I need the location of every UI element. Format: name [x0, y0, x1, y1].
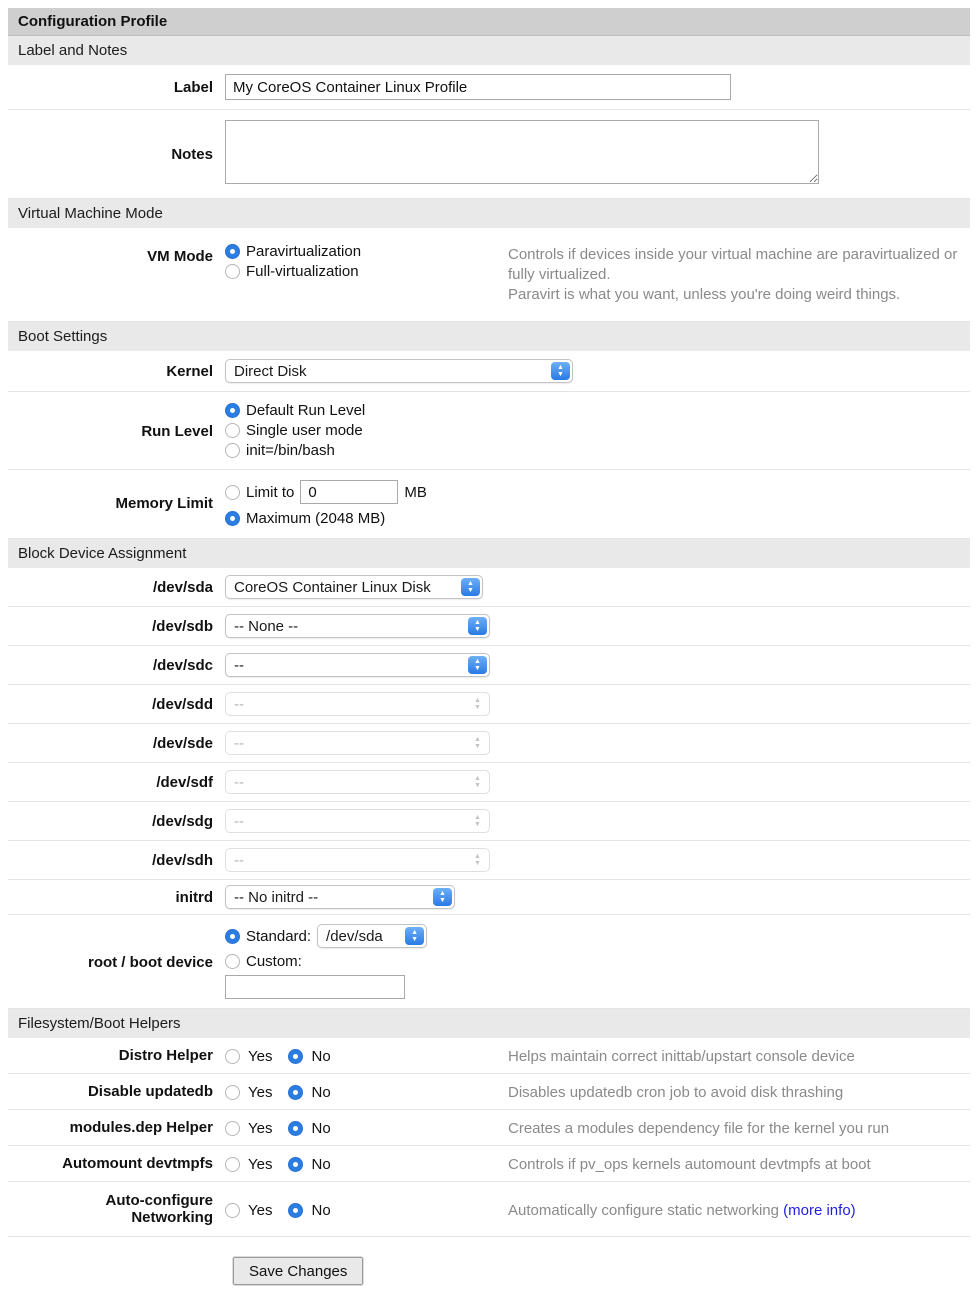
no-label: No [311, 1201, 331, 1219]
block-device-row-sdb [8, 607, 970, 646]
sdh-select-value: -- [234, 851, 244, 869]
sdf-select [225, 770, 490, 794]
vm-mode-label: VM Mode [147, 248, 213, 265]
run-level-option-default[interactable] [225, 401, 970, 420]
radio-init-bash[interactable] [225, 443, 240, 458]
kernel-select[interactable] [225, 359, 573, 383]
radio-standard-root[interactable] [225, 929, 240, 944]
root-boot-device-label: root / boot device [87, 954, 213, 971]
sda-select[interactable] [225, 575, 483, 599]
block-device-row-sde [8, 724, 970, 763]
device-label: /dev/sdh [152, 851, 213, 869]
modules-dep-help: Creates a modules dependency file for the kernel you run [508, 1120, 890, 1137]
radio-devtmpfs-no[interactable] [288, 1157, 303, 1172]
yes-label: Yes [248, 1201, 273, 1219]
section-header-helpers: Filesystem/Boot Helpers [8, 1009, 970, 1038]
auto-configure-networking-label [8, 1192, 225, 1226]
sdg-select [225, 809, 490, 833]
run-level-option-label: Single user mode [246, 422, 363, 439]
block-device-row-sda [8, 568, 970, 607]
memory-limit-input[interactable] [300, 480, 398, 504]
section-header-label-and-notes: Label and Notes [8, 36, 970, 65]
disable-updatedb-help: Disables updatedb cron job to avoid disk thrashing [508, 1084, 844, 1101]
run-level-option-label: Default Run Level [246, 402, 366, 419]
device-label: /dev/sdb [152, 617, 213, 635]
radio-paravirtualization[interactable] [225, 244, 240, 259]
radio-distro-helper-no[interactable] [288, 1049, 303, 1064]
save-button[interactable]: Save Changes [233, 1257, 363, 1285]
radio-single-user-mode[interactable] [225, 423, 240, 438]
vm-mode-option-paravirtualization[interactable] [225, 242, 508, 261]
section-header-block-devices: Block Device Assignment [8, 539, 970, 568]
select-stepper-icon: ▲ ▼ [433, 888, 452, 906]
initrd-select-value: -- No initrd -- [234, 888, 319, 906]
run-level-row [8, 392, 970, 470]
sdb-select-value: -- None -- [234, 617, 299, 635]
section-header-vm-mode: Virtual Machine Mode [8, 199, 970, 228]
sdc-select[interactable] [225, 653, 490, 677]
select-stepper-icon: ▲ ▼ [474, 697, 481, 711]
label-field-label: Label [173, 78, 213, 96]
device-label: /dev/sdf [156, 773, 213, 791]
radio-default-run-level[interactable] [225, 403, 240, 418]
memory-unit-label: MB [404, 483, 427, 501]
auto-configure-networking-label-text: Auto-configure Networking [105, 1192, 213, 1226]
select-stepper-icon: ▲ ▼ [474, 775, 481, 789]
device-label: /dev/sde [152, 734, 213, 752]
networking-help-text: Automatically configure static networking [508, 1201, 779, 1219]
sdc-select-value: -- [234, 656, 244, 674]
automount-devtmpfs-label: Automount devtmpfs [62, 1155, 213, 1172]
device-label: /dev/sdc [152, 656, 213, 674]
standard-root-select-value: /dev/sda [326, 927, 383, 945]
no-label: No [311, 1156, 331, 1173]
kernel-row [8, 351, 970, 392]
radio-distro-helper-yes[interactable] [225, 1049, 240, 1064]
no-label: No [311, 1120, 331, 1137]
helper-row-networking [8, 1182, 970, 1237]
auto-configure-networking-help [508, 1198, 970, 1221]
radio-maximum-memory[interactable] [225, 511, 240, 526]
radio-custom-root[interactable] [225, 954, 240, 969]
save-row [8, 1237, 970, 1307]
run-level-option-label: init=/bin/bash [246, 442, 335, 459]
root-device-option-custom[interactable] [225, 952, 970, 971]
memory-limit-label: Memory Limit [115, 495, 213, 512]
select-stepper-icon: ▲ ▼ [474, 853, 481, 867]
yes-label: Yes [248, 1048, 273, 1065]
sdb-select[interactable] [225, 614, 490, 638]
distro-helper-help: Helps maintain correct inittab/upstart console device [508, 1048, 855, 1065]
select-stepper-icon: ▲ ▼ [405, 927, 424, 945]
radio-modules-dep-no[interactable] [288, 1121, 303, 1136]
root-boot-device-row [8, 915, 970, 1009]
radio-networking-no[interactable] [288, 1203, 303, 1218]
initrd-row [8, 880, 970, 915]
select-stepper-icon: ▲ ▼ [474, 736, 481, 750]
memory-limit-row [8, 470, 970, 539]
radio-modules-dep-yes[interactable] [225, 1121, 240, 1136]
vm-mode-option-full-virtualization[interactable] [225, 262, 508, 281]
sde-select [225, 731, 490, 755]
block-device-row-sdc [8, 646, 970, 685]
yes-label: Yes [248, 1120, 273, 1137]
custom-root-input[interactable] [225, 975, 405, 999]
page-title: Configuration Profile [8, 8, 970, 36]
helper-row-distro [8, 1038, 970, 1074]
automount-devtmpfs-help: Controls if pv_ops kernels automount devtmpfs at boot [508, 1156, 871, 1173]
helper-row-modules-dep [8, 1110, 970, 1146]
select-stepper-icon: ▲ ▼ [474, 814, 481, 828]
sdd-select [225, 692, 490, 716]
yes-label: Yes [248, 1084, 273, 1101]
sdd-select-value: -- [234, 695, 244, 713]
sdh-select [225, 848, 490, 872]
more-info-link[interactable]: (more info) [783, 1201, 856, 1219]
sde-select-value: -- [234, 734, 244, 752]
kernel-select-value: Direct Disk [234, 362, 307, 380]
radio-devtmpfs-yes[interactable] [225, 1157, 240, 1172]
run-level-option-init-bash[interactable] [225, 441, 970, 460]
section-header-boot-settings: Boot Settings [8, 322, 970, 351]
root-device-option-standard[interactable] [225, 924, 970, 948]
block-device-row-sdf [8, 763, 970, 802]
modules-dep-label: modules.dep Helper [69, 1119, 213, 1136]
label-input[interactable] [225, 74, 731, 100]
disable-updatedb-label: Disable updatedb [87, 1083, 213, 1100]
no-label: No [311, 1048, 331, 1065]
memory-limit-option-limit[interactable] [225, 480, 970, 504]
custom-root-label: Custom: [246, 953, 302, 970]
block-device-row-sdh [8, 841, 970, 880]
run-level-option-single-user[interactable] [225, 421, 970, 440]
select-stepper-icon: ▲ ▼ [468, 656, 487, 674]
block-device-row-sdg [8, 802, 970, 841]
vm-mode-help-line-2: Paravirt is what you want, unless you're doing weird things. [508, 286, 901, 303]
initrd-label: initrd [175, 888, 213, 906]
helper-row-updatedb [8, 1074, 970, 1110]
initrd-select[interactable] [225, 885, 455, 909]
maximum-memory-label: Maximum (2048 MB) [246, 510, 386, 527]
notes-textarea[interactable] [225, 120, 819, 184]
device-label: /dev/sdg [152, 812, 213, 830]
label-row [8, 65, 970, 110]
radio-networking-yes[interactable] [225, 1203, 240, 1218]
radio-disable-updatedb-no[interactable] [288, 1085, 303, 1100]
no-label: No [311, 1084, 331, 1101]
radio-disable-updatedb-yes[interactable] [225, 1085, 240, 1100]
vm-mode-row [8, 228, 970, 322]
device-label: /dev/sda [152, 578, 213, 596]
memory-limit-option-maximum[interactable] [225, 509, 970, 528]
standard-root-label: Standard: [246, 927, 312, 945]
limit-to-label: Limit to [246, 483, 295, 501]
sdf-select-value: -- [234, 773, 244, 791]
kernel-label: Kernel [166, 362, 213, 380]
radio-full-virtualization[interactable] [225, 264, 240, 279]
vm-mode-option-label: Full-virtualization [246, 263, 359, 280]
block-device-row-sdd [8, 685, 970, 724]
helper-row-devtmpfs [8, 1146, 970, 1182]
device-label: /dev/sdd [152, 695, 213, 713]
distro-helper-label: Distro Helper [118, 1047, 213, 1064]
radio-limit-to[interactable] [225, 485, 240, 500]
select-stepper-icon: ▲ ▼ [461, 578, 480, 596]
select-stepper-icon: ▲ ▼ [468, 617, 487, 635]
run-level-label: Run Level [141, 423, 213, 440]
sda-select-value: CoreOS Container Linux Disk [234, 578, 431, 596]
notes-field-label: Notes [171, 145, 213, 163]
vm-mode-help-line-1: Controls if devices inside your virtual machine are paravirtualized or fully virtualized. [508, 246, 958, 283]
standard-root-select[interactable] [317, 924, 427, 948]
yes-label: Yes [248, 1156, 273, 1173]
sdg-select-value: -- [234, 812, 244, 830]
vm-mode-option-label: Paravirtualization [246, 243, 362, 260]
notes-row [8, 110, 970, 199]
vm-mode-help [508, 242, 970, 305]
select-stepper-icon: ▲ ▼ [551, 362, 570, 380]
